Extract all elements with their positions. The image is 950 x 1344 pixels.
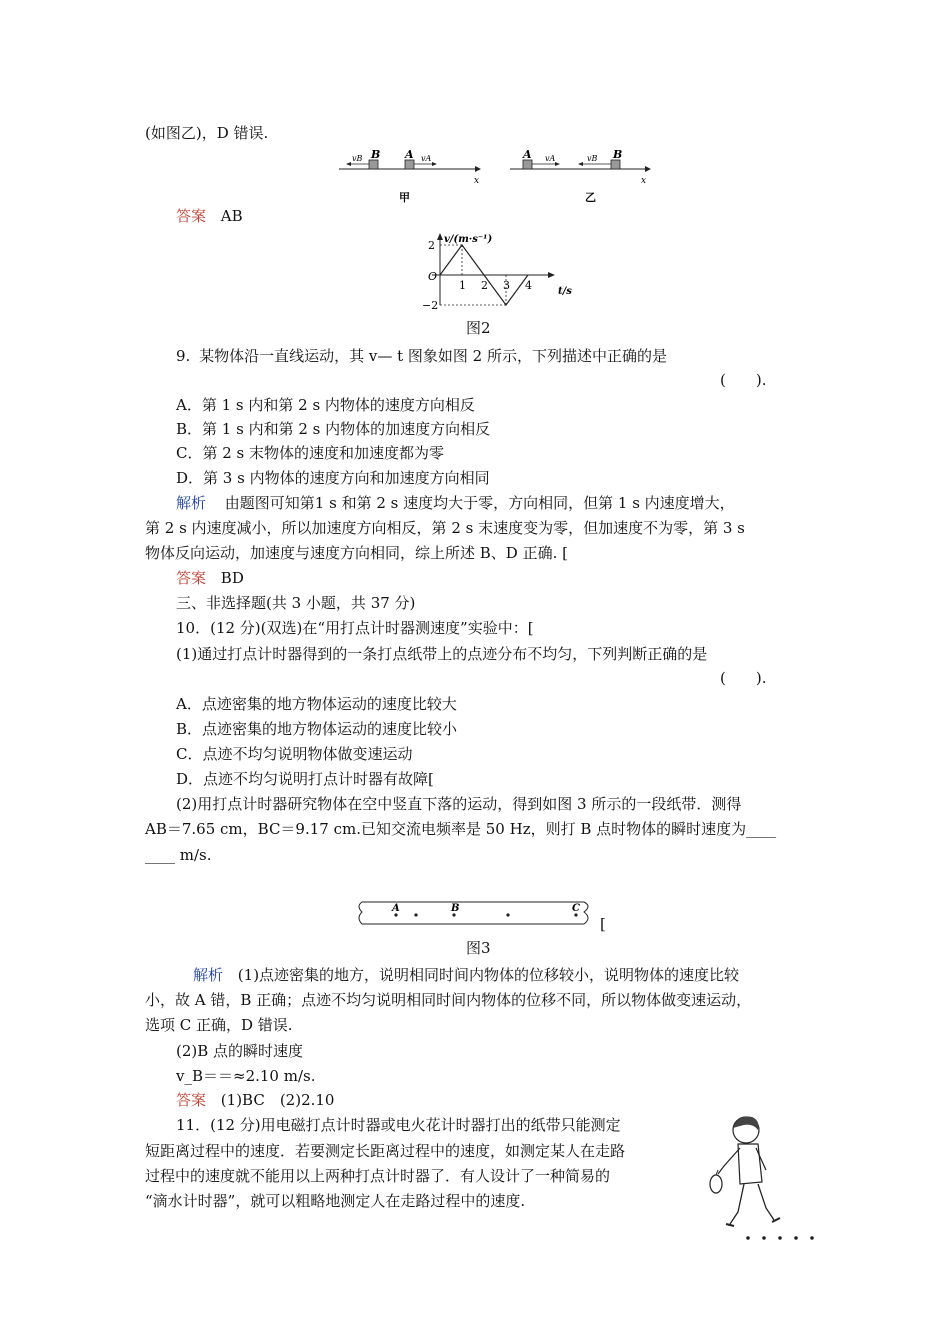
q9-option-c: C．第 2 s 末物体的速度和加速度都为零 [176,444,445,462]
q10-option-d: D．点迹不均匀说明打点计时器有故障[ [176,770,434,788]
label-jia: 甲 [399,191,410,204]
vt-chart [420,232,590,312]
q11-line: “滴水计时器”，就可以粗略地测定人在走路过程中的速度. [145,1192,526,1210]
analysis-line: 解析 (1)点迹密集的地方，说明相同时间内物体的位移较小，说明物体的速度比较 [193,966,740,984]
q11-line: 短距离过程中的速度．若要测定长距离过程中的速度，如测定某人在走路 [145,1142,626,1160]
vt-ylabel: v/(m·s⁻¹) [444,234,493,245]
label-x: x [474,176,480,186]
answer-label: 答案 [176,1091,207,1109]
q9-option-b: B．第 1 s 内和第 2 s 内物体的加速度方向相反 [176,420,491,438]
answer-line [176,1090,334,1110]
tape-point-B: B [451,903,460,914]
vt-xtick-label: 2 [481,279,488,292]
answer-value: (1)BC (2)2.10 [220,1091,335,1109]
q10-part2: ____ m/s. [145,846,212,864]
paper-tape-figure [356,896,596,928]
q10-option-c: C．点迹不均匀说明物体做变速运动 [176,745,413,763]
q10-part2: (2)用打点计时器研究物体在空中竖直下落的运动，得到如图 3 所示的一段纸带．测得 [176,795,742,813]
text-line: (如图乙)，D 错误. [145,124,269,142]
q10-part1: (1)通过打点计时器得到的一条打点纸带上的点迹分布不均匀，下列判断正确的是 [176,645,708,663]
analysis-line: 解析 由题图可知第1 s 和第 2 s 速度均大于零，方向相同，但第 1 s 内速度增大， [176,494,735,512]
q9-stem: 9. 某物体沿一直线运动，其 v— t 图象如图 2 所示，下列描述中正确的是 [176,347,667,365]
vt-xtick-label: 4 [525,279,532,292]
analysis-label: 解析 [176,494,207,512]
q10-option-a: A．点迹密集的地方物体运动的速度比较大 [176,695,457,713]
q9-option-a: A．第 1 s 内和第 2 s 内物体的速度方向相反 [176,396,475,414]
figure-jia-yi [335,145,655,205]
svg-text:B: B [613,148,623,161]
q11-line: 11．(12 分)用电磁打点计时器或电火花计时器打出的纸带只能测定 [176,1116,621,1134]
answer-value: BD [220,569,244,587]
q10-option-b: B．点迹密集的地方物体运动的速度比较小 [176,720,458,738]
svg-text:A: A [523,148,532,161]
tape-point-A: A [392,903,400,914]
tape-point-C: C [572,903,580,914]
analysis-line: (2)B 点的瞬时速度 [176,1042,304,1060]
q10-paren: ( ). [720,669,767,687]
section-heading: 三、非选择题(共 3 小题，共 37 分) [176,594,416,612]
svg-text:vB: vB [587,154,598,163]
q9-paren: ( ). [720,371,767,389]
q11-line: 过程中的速度就不能用以上两种打点计时器了．有人设计了一种简易的 [145,1167,611,1185]
vt-xlabel: t/s [558,286,572,297]
answer-label: 答案 [176,207,207,225]
analysis-line: v_B＝＝≈2.10 m/s. [176,1067,316,1085]
label-B: B [371,148,381,161]
analysis-line: 物体反向运动，加速度与速度方向相同，综上所述 B、D 正确. [ [145,544,568,562]
q9-option-d: D．第 3 s 内物体的速度方向和加速度方向相同 [176,469,490,487]
analysis-line: 选项 C 正确，D 错误. [145,1016,293,1034]
answer-line [176,568,244,588]
svg-text:x: x [641,176,647,186]
answer-value: AB [220,207,243,225]
analysis-line: 小，故 A 错，B 正确；点迹不均匀说明相同时间内物体的位移不同，所以物体做变速运动， [145,991,752,1009]
svg-text:vA: vA [545,154,556,163]
label-vA: vA [421,154,432,163]
bracket-mark: [ [600,915,606,933]
vt-xtick-label: 1 [459,279,466,292]
q10-stem: 10．(12 分)(双选)在“用打点计时器测速度”实验中：[ [176,619,534,637]
answer-line [176,206,243,226]
analysis-label: 解析 [193,966,224,984]
label-vB: vB [352,154,363,163]
fig3-caption: 图3 [466,939,491,957]
label-A: A [405,148,414,161]
vt-ytick-label: −2 [422,299,439,312]
analysis-line: 第 2 s 内速度减小，所以加速度方向相反，第 2 s 末速度变为零，但加速度不为零，第 3 s [145,519,745,537]
walking-person-illustration [700,1112,830,1242]
vt-ytick-label: 2 [428,239,435,252]
vt-xtick-label: 3 [503,279,510,292]
q10-part2: AB＝7.65 cm，BC＝9.17 cm.已知交流电频率是 50 Hz，则打 B 点时物体的瞬时速度为____ [145,820,777,838]
vt-origin: O [428,270,438,283]
answer-label: 答案 [176,569,207,587]
label-yi: 乙 [585,191,596,204]
fig2-caption: 图2 [466,319,491,337]
